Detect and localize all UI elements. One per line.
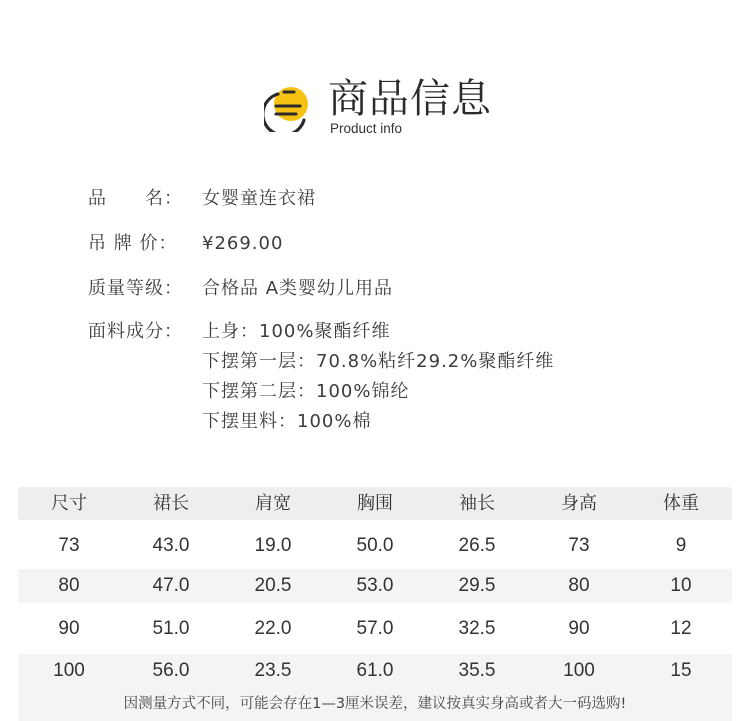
table-cell: 56.0: [152, 660, 190, 681]
info-value-price: ¥269.00: [202, 233, 284, 254]
page-title: 商品信息: [328, 76, 492, 122]
table-cell: 80: [568, 575, 590, 596]
table-cell: 90: [568, 618, 590, 639]
table-header-cell: 胸围: [357, 493, 393, 514]
info-label-grade: 质量等级：: [88, 278, 183, 299]
table-cell: 15: [670, 660, 692, 681]
table-header-row: [18, 487, 732, 520]
info-label-fabric: 面料成分：: [88, 321, 183, 342]
table-cell: 19.0: [254, 535, 292, 556]
table-cell: 9: [675, 535, 687, 556]
table-cell: 47.0: [152, 575, 190, 596]
table-header-cell: 裙长: [153, 493, 189, 514]
info-value-grade: 合格品 A类婴幼儿用品: [202, 278, 394, 299]
table-header-cell: 肩宽: [255, 493, 291, 514]
table-cell: 29.5: [458, 575, 496, 596]
info-value-name: 女婴童连衣裙: [202, 188, 316, 209]
table-cell: 35.5: [458, 660, 496, 681]
fabric-line: 上身：100%聚酯纤维: [202, 321, 391, 342]
info-label-name: 品 名：: [88, 188, 183, 209]
section-header: [264, 74, 524, 144]
table-header-cell: 尺寸: [51, 493, 87, 514]
table-cell: 57.0: [356, 618, 394, 639]
fabric-composition-list: [202, 317, 554, 437]
info-label-price: 吊 牌 价：: [88, 233, 178, 254]
table-row: [18, 654, 732, 688]
fabric-line: 下摆第二层：100%锦纶: [202, 381, 410, 402]
document-lines-icon: [264, 82, 314, 132]
page-subtitle: Product info: [330, 121, 403, 136]
info-row-name: [88, 184, 316, 214]
table-cell: 53.0: [356, 575, 394, 596]
table-cell: 26.5: [458, 535, 496, 556]
info-row-grade: [88, 274, 394, 304]
table-row: [18, 569, 732, 603]
table-cell: 10: [670, 575, 692, 596]
table-row: [18, 612, 732, 646]
table-header-cell: 体重: [663, 493, 699, 514]
table-cell: 43.0: [152, 535, 190, 556]
table-cell: 73: [58, 535, 80, 556]
table-cell: 32.5: [458, 618, 496, 639]
table-cell: 12: [670, 618, 692, 639]
table-cell: 100: [563, 660, 595, 681]
fabric-line: 下摆里料：100%棉: [202, 411, 372, 432]
table-cell: 51.0: [152, 618, 190, 639]
table-cell: 23.5: [254, 660, 292, 681]
table-cell: 90: [58, 618, 80, 639]
table-cell: 61.0: [356, 660, 394, 681]
table-header-cell: 袖长: [459, 493, 495, 514]
table-cell: 20.5: [254, 575, 292, 596]
table-row: [18, 529, 732, 563]
table-cell: 22.0: [254, 618, 292, 639]
info-row-fabric: [88, 317, 555, 432]
table-cell: 80: [58, 575, 80, 596]
table-header-cell: 身高: [561, 493, 597, 514]
fabric-line: 下摆第一层：70.8%粘纤29.2%聚酯纤维: [202, 351, 555, 372]
table-cell: 50.0: [356, 535, 394, 556]
info-row-price: [88, 229, 284, 259]
table-cell: 73: [568, 535, 590, 556]
table-cell: 100: [53, 660, 85, 681]
measurement-note: 因测量方式不同，可能会存在1—3厘米误差，建议按真实身高或者大一码选购!: [18, 688, 732, 721]
